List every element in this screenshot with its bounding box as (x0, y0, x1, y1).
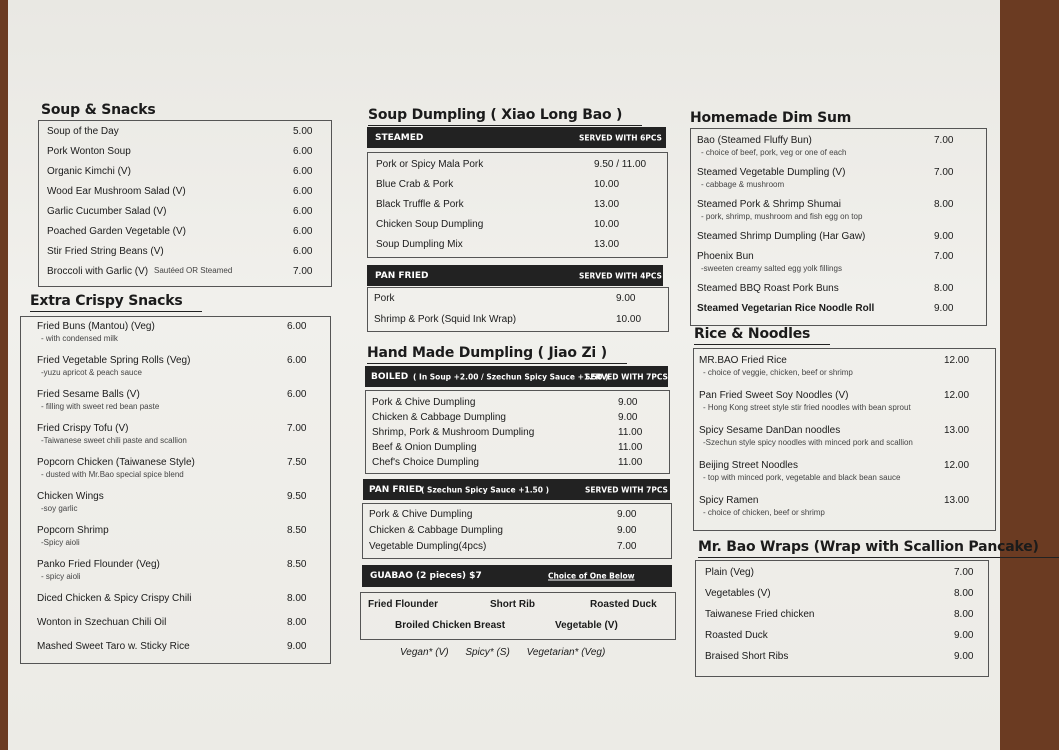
item-name: Steamed Vegetable Dumpling (V) (697, 167, 846, 178)
item-description: - cabbage & mushroom (701, 180, 785, 189)
item-price: 11.00 (618, 427, 643, 438)
item-price: 8.50 (287, 525, 307, 536)
item-name: Broccoli with Garlic (V) (47, 266, 149, 277)
item-price: 8.50 (287, 559, 307, 570)
wraps-title: Mr. Bao Wraps (Wrap with Scallion Pancake) (698, 539, 1039, 555)
item-price: 9.50 (287, 491, 307, 502)
item-name: MR.BAO Fried Rice (699, 355, 787, 366)
item-name: Chicken & Cabbage Dumpling (372, 412, 506, 423)
item-description: -Spicy aioli (41, 538, 80, 547)
item-description: -Szechun style spicy noodles with minced pork and scallion (703, 438, 913, 447)
dimsum-box (690, 128, 987, 326)
item-price: 9.00 (617, 525, 637, 536)
item-price: 7.00 (934, 251, 954, 262)
item-name: Chicken & Cabbage Dumpling (369, 525, 503, 536)
item-name: Shrimp & Pork (Squid Ink Wrap) (374, 314, 517, 325)
handmade-title: Hand Made Dumpling ( Jiao Zi ) (367, 345, 607, 361)
item-name: Steamed Vegetarian Rice Noodle Roll (697, 303, 875, 314)
boiled-box (365, 390, 670, 474)
item-price: 9.00 (934, 231, 954, 242)
steamed-box (367, 152, 668, 258)
panfried-jz-box (362, 503, 672, 559)
wraps-box (695, 560, 989, 677)
item-price: 7.00 (287, 423, 307, 434)
item-name: Fried Sesame Balls (V) (37, 389, 140, 400)
panfried-xlb-label: PAN FRIED (375, 270, 429, 281)
item-name: Panko Fried Flounder (Veg) (37, 559, 160, 570)
item-name: Wood Ear Mushroom Salad (V) (47, 186, 186, 197)
item-name: Soup Dumpling Mix (376, 239, 463, 250)
item-name: Pork & Chive Dumpling (369, 509, 473, 520)
panfried-jz-served: SERVED WITH 7PCS (585, 485, 668, 494)
item-price: 13.00 (944, 425, 970, 436)
item-price: 9.00 (618, 412, 638, 423)
item-price: 11.00 (618, 442, 643, 453)
item-description: -yuzu apricot & peach sauce (41, 368, 142, 377)
item-price: 7.00 (293, 266, 313, 277)
guabao-option: Fried Flounder (368, 599, 438, 610)
guabao-option: Roasted Duck (590, 599, 657, 610)
item-name: Soup of the Day (47, 126, 119, 137)
panfried-jz-sub: ( Szechun Spicy Sauce +1.50 ) (421, 485, 550, 494)
item-price: 8.00 (287, 617, 307, 628)
panfried-xlb-header (367, 265, 663, 286)
item-price: 6.00 (293, 146, 313, 157)
item-description: -soy garlic (41, 504, 78, 513)
item-name: Taiwanese Fried chicken (705, 609, 815, 620)
guabao-choice: Choice of One Below (548, 571, 635, 581)
item-name: Blue Crab & Pork (376, 179, 454, 190)
boiled-sub: ( In Soup +2.00 / Szechun Spicy Sauce +1.50 ) (413, 372, 609, 381)
crispy-snacks-title: Extra Crispy Snacks (30, 293, 183, 309)
item-description: - choice of chicken, beef or shrimp (703, 508, 825, 517)
item-price: 13.00 (594, 199, 620, 210)
item-name: Steamed Pork & Shrimp Shumai (697, 199, 841, 210)
crispy-snacks-box (20, 316, 331, 664)
item-price: 10.00 (616, 314, 642, 325)
item-price: 5.00 (293, 126, 313, 137)
item-price: 7.00 (934, 167, 954, 178)
steamed-header (367, 127, 666, 148)
item-name: Plain (Veg) (705, 567, 754, 578)
item-name: Poached Garden Vegetable (V) (47, 226, 186, 237)
item-price: 6.00 (293, 246, 313, 257)
guabao-box (360, 592, 676, 640)
item-name: Fried Crispy Tofu (V) (37, 423, 129, 434)
item-name: Organic Kimchi (V) (47, 166, 131, 177)
item-price: 6.00 (287, 389, 307, 400)
guabao-label: GUABAO (2 pieces) $7 (370, 571, 482, 581)
soup-snacks-box (38, 120, 332, 287)
item-price: 10.00 (594, 219, 620, 230)
item-price: 8.00 (954, 588, 974, 599)
item-name: Chicken Soup Dumpling (376, 219, 484, 230)
boiled-served: SERVED WITH 7PCS (585, 372, 668, 381)
legend-vegetarian: Vegetarian* (Veg) (526, 647, 606, 658)
item-name: Stir Fried String Beans (V) (47, 246, 164, 257)
item-description: - Hong Kong street style stir fried noodles with bean sprout (703, 403, 911, 412)
item-description: - spicy aioli (41, 572, 81, 581)
item-price: 11.00 (618, 457, 643, 468)
item-price: 8.00 (954, 609, 974, 620)
item-price: 6.00 (293, 206, 313, 217)
rice-noodles-box (693, 348, 996, 531)
legend-vegan: Vegan* (V) (400, 647, 449, 658)
item-name: Pork or Spicy Mala Pork (376, 159, 484, 170)
item-price: 7.00 (617, 541, 637, 552)
item-name: Spicy Ramen (699, 495, 759, 506)
item-price: 12.00 (944, 355, 970, 366)
item-description: - filling with sweet red bean paste (41, 402, 160, 411)
item-price: 9.00 (616, 293, 636, 304)
legend-spicy: Spicy* (S) (465, 647, 510, 658)
item-description: -sweeten creamy salted egg yolk fillings (701, 264, 842, 273)
item-price: 9.00 (954, 630, 974, 641)
item-price: 7.00 (934, 135, 954, 146)
item-price: 7.00 (954, 567, 974, 578)
guabao-option: Broiled Chicken Breast (395, 620, 506, 631)
item-name: Mashed Sweet Taro w. Sticky Rice (37, 641, 190, 652)
soup-dumpling-title: Soup Dumpling ( Xiao Long Bao ) (368, 107, 623, 123)
item-name: Garlic Cucumber Salad (V) (47, 206, 167, 217)
item-name: Braised Short Ribs (705, 651, 789, 662)
item-description: - choice of veggie, chicken, beef or shrimp (703, 368, 853, 377)
guabao-option: Short Rib (490, 599, 535, 610)
item-name: Pork Wonton Soup (47, 146, 131, 157)
item-name: Pan Fried Sweet Soy Noodles (V) (699, 390, 849, 401)
steamed-served: SERVED WITH 6PCS (579, 133, 662, 142)
panfried-jz-label: PAN FRIED (369, 484, 423, 495)
item-price: 8.00 (934, 283, 954, 294)
item-name: Fried Vegetable Spring Rolls (Veg) (37, 355, 191, 366)
item-price: 8.00 (287, 593, 307, 604)
item-name: Beijing Street Noodles (699, 460, 798, 471)
item-name: Vegetables (V) (705, 588, 771, 599)
item-note: Sautéed OR Steamed (154, 266, 233, 275)
item-price: 6.00 (287, 355, 307, 366)
item-price: 9.00 (617, 509, 637, 520)
item-price: 6.00 (293, 226, 313, 237)
item-price: 6.00 (293, 186, 313, 197)
panfried-jz-header (363, 479, 670, 500)
item-description: - choice of beef, pork, veg or one of each (701, 148, 847, 157)
item-price: 8.00 (934, 199, 954, 210)
diet-legend (400, 647, 619, 658)
item-name: Roasted Duck (705, 630, 768, 641)
item-name: Wonton in Szechuan Chili Oil (37, 617, 167, 628)
item-name: Steamed BBQ Roast Pork Buns (697, 283, 839, 294)
item-price: 9.00 (934, 303, 954, 314)
item-description: - with condensed milk (41, 334, 118, 343)
item-name: Bao (Steamed Fluffy Bun) (697, 135, 812, 146)
item-price: 9.00 (954, 651, 974, 662)
item-name: Steamed Shrimp Dumpling (Har Gaw) (697, 231, 866, 242)
item-name: Popcorn Chicken (Taiwanese Style) (37, 457, 195, 468)
guabao-header (362, 565, 672, 587)
item-price: 12.00 (944, 460, 970, 471)
item-price: 7.50 (287, 457, 307, 468)
soup-snacks-title: Soup & Snacks (41, 102, 156, 118)
item-price: 9.00 (287, 641, 307, 652)
item-name: Phoenix Bun (697, 251, 754, 262)
item-name: Fried Buns (Mantou) (Veg) (37, 321, 155, 332)
item-price: 6.00 (287, 321, 307, 332)
item-price: 13.00 (594, 239, 620, 250)
panfried-xlb-served: SERVED WITH 4PCS (579, 271, 662, 280)
item-name: Diced Chicken & Spicy Crispy Chili (37, 593, 192, 604)
item-price: 12.00 (944, 390, 970, 401)
rice-noodles-title: Rice & Noodles (694, 326, 811, 342)
item-price: 9.00 (618, 397, 638, 408)
item-name: Spicy Sesame DanDan noodles (699, 425, 841, 436)
item-description: -Taiwanese sweet chili paste and scallion (41, 436, 187, 445)
boiled-label: BOILED (371, 371, 409, 382)
guabao-option: Vegetable (V) (555, 620, 618, 631)
panfried-xlb-box (367, 287, 669, 332)
item-name: Beef & Onion Dumpling (372, 442, 477, 453)
steamed-label: STEAMED (375, 132, 424, 143)
item-name: Shrimp, Pork & Mushroom Dumpling (372, 427, 535, 438)
item-description: - dusted with Mr.Bao special spice blend (41, 470, 184, 479)
item-name: Popcorn Shrimp (37, 525, 109, 536)
item-name: Chef's Choice Dumpling (372, 457, 479, 468)
item-name: Pork & Chive Dumpling (372, 397, 476, 408)
boiled-header (365, 366, 668, 387)
item-price: 6.00 (293, 166, 313, 177)
dimsum-title: Homemade Dim Sum (690, 110, 852, 126)
item-name: Pork (374, 293, 395, 304)
item-name: Chicken Wings (37, 491, 104, 502)
item-price: 9.50 / 11.00 (594, 159, 647, 170)
item-price: 10.00 (594, 179, 620, 190)
item-name: Vegetable Dumpling(4pcs) (369, 541, 487, 552)
item-price: 13.00 (944, 495, 970, 506)
item-name: Black Truffle & Pork (376, 199, 464, 210)
item-description: - pork, shrimp, mushroom and fish egg on top (701, 212, 863, 221)
item-description: - top with minced pork, vegetable and black bean sauce (703, 473, 901, 482)
